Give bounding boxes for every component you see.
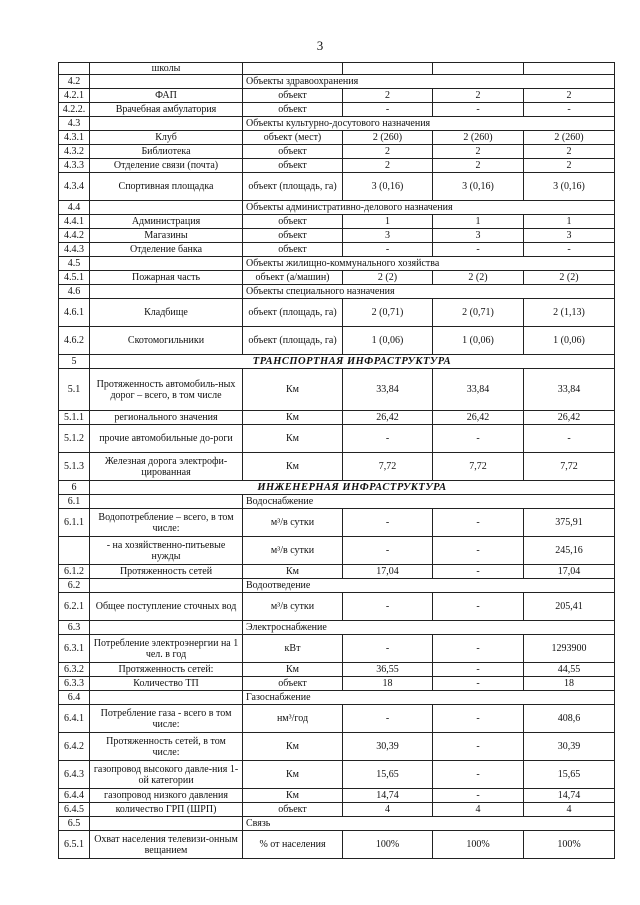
row-number: 4.5.1 [59, 271, 90, 285]
value-col-3: 26,42 [524, 411, 615, 425]
value-col-2: - [433, 677, 524, 691]
value-col-1: 36,55 [343, 663, 433, 677]
table-row [59, 145, 615, 159]
value-col-3: 1293900 [524, 635, 615, 663]
row-number: 4.6.1 [59, 299, 90, 327]
row-number: 6.3.2 [59, 663, 90, 677]
section-row [59, 495, 615, 509]
unit: объект [243, 159, 343, 173]
indicator-name: Количество ТП [90, 677, 243, 691]
value-col-3: 245,16 [524, 537, 615, 565]
indicator-name: Спортивная площадка [90, 173, 243, 201]
value-col-3: 408,6 [524, 705, 615, 733]
value-col-3: - [524, 425, 615, 453]
value-col-2: - [433, 537, 524, 565]
indicator-name: Клуб [90, 131, 243, 145]
table-row [59, 803, 615, 817]
unit: Км [243, 411, 343, 425]
indicator-name: Врачебная амбулатория [90, 103, 243, 117]
value-col-1: 15,65 [343, 761, 433, 789]
value-col-1: 2 (2) [343, 271, 433, 285]
section-title: Водоснабжение [243, 495, 615, 509]
section-title: Объекты культурно-досутового назначения [243, 117, 615, 131]
value-col-1: 14,74 [343, 789, 433, 803]
unit: Км [243, 565, 343, 579]
value-col-3: 3 [524, 229, 615, 243]
unit: Км [243, 369, 343, 411]
value-col-3 [524, 63, 615, 75]
unit: м³/в сутки [243, 593, 343, 621]
indicator-name: школы [90, 63, 243, 75]
value-col-1: - [343, 705, 433, 733]
section-spacer [90, 117, 243, 131]
value-col-2: 2 (2) [433, 271, 524, 285]
section-spacer [90, 257, 243, 271]
row-number: 4.4.2 [59, 229, 90, 243]
unit: объект [243, 677, 343, 691]
row-number: 6.4.4 [59, 789, 90, 803]
table-row [59, 327, 615, 355]
row-number: 6.4.5 [59, 803, 90, 817]
row-number: 4.2.2. [59, 103, 90, 117]
value-col-1: - [343, 509, 433, 537]
value-col-1: - [343, 635, 433, 663]
indicator-name: - на хозяйственно-питьевые нужды [90, 537, 243, 565]
section-title: Связь [243, 817, 615, 831]
value-col-1: 2 (260) [343, 131, 433, 145]
table-row [59, 229, 615, 243]
table-row [59, 103, 615, 117]
value-col-1: 17,04 [343, 565, 433, 579]
table-row [59, 761, 615, 789]
indicator-name: газопровод низкого давления [90, 789, 243, 803]
value-col-1: - [343, 243, 433, 257]
section-spacer [90, 75, 243, 89]
major-section-row [59, 355, 615, 369]
row-number: 4.3.4 [59, 173, 90, 201]
unit: объект [243, 803, 343, 817]
value-col-3: 205,41 [524, 593, 615, 621]
indicator-name: Протяженность сетей [90, 565, 243, 579]
row-number: 5.1.2 [59, 425, 90, 453]
indicator-name: Потребление газа - всего в том числе: [90, 705, 243, 733]
row-number [59, 63, 90, 75]
value-col-2: 2 [433, 89, 524, 103]
row-number: 6.1.2 [59, 565, 90, 579]
value-col-1: 2 [343, 145, 433, 159]
value-col-3: 17,04 [524, 565, 615, 579]
section-spacer [90, 621, 243, 635]
row-number [59, 537, 90, 565]
unit [243, 63, 343, 75]
unit: объект [243, 243, 343, 257]
row-number: 6.4 [59, 691, 90, 705]
unit: м³/в сутки [243, 537, 343, 565]
unit: объект (площадь, га) [243, 327, 343, 355]
value-col-2: - [433, 705, 524, 733]
value-col-1: - [343, 593, 433, 621]
value-col-2: - [433, 593, 524, 621]
section-spacer [90, 201, 243, 215]
unit: объект (мест) [243, 131, 343, 145]
row-number: 6.4.1 [59, 705, 90, 733]
indicator-name: Администрация [90, 215, 243, 229]
indicator-name: Общее поступление сточных вод [90, 593, 243, 621]
row-number: 4.5 [59, 257, 90, 271]
value-col-2: - [433, 635, 524, 663]
row-number: 4.3.2 [59, 145, 90, 159]
value-col-3: 2 (1,13) [524, 299, 615, 327]
value-col-1: 1 [343, 215, 433, 229]
table-row [59, 509, 615, 537]
indicator-name: Отделение связи (почта) [90, 159, 243, 173]
table-row [59, 369, 615, 411]
indicator-name: Магазины [90, 229, 243, 243]
value-col-3: 4 [524, 803, 615, 817]
row-number: 4.3 [59, 117, 90, 131]
value-col-3: 375,91 [524, 509, 615, 537]
section-title: Объекты административно-делового назначения [243, 201, 615, 215]
value-col-2: 1 [433, 215, 524, 229]
unit: кВт [243, 635, 343, 663]
value-col-3: 7,72 [524, 453, 615, 481]
indicator-name: Охват населения телевизи-онным вещанием [90, 831, 243, 859]
section-row [59, 257, 615, 271]
value-col-2: - [433, 103, 524, 117]
row-number: 6.1.1 [59, 509, 90, 537]
indicators-table-body [59, 63, 615, 859]
major-section-title: ИНЖЕНЕРНАЯ ИНФРАСТРУКТУРА [90, 481, 615, 495]
row-number: 6.3 [59, 621, 90, 635]
unit: Км [243, 761, 343, 789]
value-col-1: 1 (0,06) [343, 327, 433, 355]
value-col-3: 1 [524, 215, 615, 229]
table-row [59, 663, 615, 677]
indicator-name: количество ГРП (ШРП) [90, 803, 243, 817]
value-col-2: - [433, 565, 524, 579]
value-col-2: 7,72 [433, 453, 524, 481]
value-col-2: 2 (0,71) [433, 299, 524, 327]
row-number: 4.2.1 [59, 89, 90, 103]
value-col-2: - [433, 663, 524, 677]
indicator-name: Пожарная часть [90, 271, 243, 285]
value-col-1: 33,84 [343, 369, 433, 411]
value-col-3: 1 (0,06) [524, 327, 615, 355]
row-number: 4.3.3 [59, 159, 90, 173]
table-row [59, 831, 615, 859]
value-col-2: - [433, 243, 524, 257]
value-col-2: 2 [433, 159, 524, 173]
section-spacer [90, 817, 243, 831]
table-row [59, 63, 615, 75]
section-row [59, 621, 615, 635]
indicator-name: Железная дорога электрофи-цированная [90, 453, 243, 481]
indicator-name: прочие автомобильные до-роги [90, 425, 243, 453]
value-col-2: 3 (0,16) [433, 173, 524, 201]
row-number: 6.4.3 [59, 761, 90, 789]
table-row [59, 677, 615, 691]
section-row [59, 75, 615, 89]
section-spacer [90, 579, 243, 593]
value-col-2: 26,42 [433, 411, 524, 425]
section-row [59, 201, 615, 215]
value-col-1 [343, 63, 433, 75]
table-row [59, 131, 615, 145]
table-row [59, 271, 615, 285]
unit: м³/в сутки [243, 509, 343, 537]
unit: объект (а/машин) [243, 271, 343, 285]
section-spacer [90, 691, 243, 705]
value-col-2: 2 (260) [433, 131, 524, 145]
value-col-2: 1 (0,06) [433, 327, 524, 355]
value-col-3: 18 [524, 677, 615, 691]
value-col-1: 2 [343, 89, 433, 103]
value-col-3: - [524, 103, 615, 117]
table-row [59, 243, 615, 257]
value-col-1: 7,72 [343, 453, 433, 481]
value-col-1: 2 [343, 159, 433, 173]
row-number: 4.4.1 [59, 215, 90, 229]
unit: % от населения [243, 831, 343, 859]
table-row [59, 215, 615, 229]
value-col-1: - [343, 537, 433, 565]
indicator-name: регионального значения [90, 411, 243, 425]
row-number: 6.3.3 [59, 677, 90, 691]
table-row [59, 159, 615, 173]
indicators-table [58, 62, 615, 859]
page-number: 3 [316, 38, 324, 53]
table-row [59, 705, 615, 733]
value-col-1: 18 [343, 677, 433, 691]
row-number: 6 [59, 481, 90, 495]
unit: объект [243, 145, 343, 159]
row-number: 6.3.1 [59, 635, 90, 663]
indicator-name: Водопотребление – всего, в том числе: [90, 509, 243, 537]
indicator-name: газопровод высокого давле-ния 1-ой категории [90, 761, 243, 789]
value-col-1: 26,42 [343, 411, 433, 425]
table-row [59, 789, 615, 803]
indicator-name: Отделение банка [90, 243, 243, 257]
value-col-3: 2 (260) [524, 131, 615, 145]
value-col-2: - [433, 733, 524, 761]
value-col-2: 33,84 [433, 369, 524, 411]
row-number: 6.5 [59, 817, 90, 831]
table-row [59, 733, 615, 761]
indicator-name: ФАП [90, 89, 243, 103]
value-col-1: 4 [343, 803, 433, 817]
indicator-name: Скотомогильники [90, 327, 243, 355]
table-row [59, 299, 615, 327]
value-col-3: 2 [524, 159, 615, 173]
unit: Км [243, 425, 343, 453]
unit: Км [243, 789, 343, 803]
value-col-3: 14,74 [524, 789, 615, 803]
value-col-3: 3 (0,16) [524, 173, 615, 201]
table-row [59, 635, 615, 663]
table-row [59, 453, 615, 481]
value-col-3: 15,65 [524, 761, 615, 789]
unit: объект [243, 103, 343, 117]
value-col-1: 2 (0,71) [343, 299, 433, 327]
value-col-2: - [433, 789, 524, 803]
value-col-3: 33,84 [524, 369, 615, 411]
indicator-name: Протяженность сетей, в том числе: [90, 733, 243, 761]
row-number: 4.4.3 [59, 243, 90, 257]
section-row [59, 117, 615, 131]
major-section-row [59, 481, 615, 495]
section-title: Водоотведение [243, 579, 615, 593]
value-col-2: 2 [433, 145, 524, 159]
table-row [59, 565, 615, 579]
value-col-1: 3 [343, 229, 433, 243]
indicator-name: Кладбище [90, 299, 243, 327]
value-col-3: 2 [524, 89, 615, 103]
table-row [59, 411, 615, 425]
value-col-3: 44,55 [524, 663, 615, 677]
unit: Км [243, 453, 343, 481]
row-number: 4.3.1 [59, 131, 90, 145]
row-number: 5.1 [59, 369, 90, 411]
unit: Км [243, 733, 343, 761]
value-col-2: 4 [433, 803, 524, 817]
section-spacer [90, 495, 243, 509]
table-row [59, 173, 615, 201]
section-title: Объекты специального назначения [243, 285, 615, 299]
value-col-2: - [433, 761, 524, 789]
section-row [59, 285, 615, 299]
value-col-3: - [524, 243, 615, 257]
value-col-2: - [433, 509, 524, 537]
section-title: Объекты жилищно-коммунального хозяйства [243, 257, 615, 271]
row-number: 5.1.1 [59, 411, 90, 425]
row-number: 4.4 [59, 201, 90, 215]
table-row [59, 425, 615, 453]
unit: объект (площадь, га) [243, 299, 343, 327]
unit: объект [243, 215, 343, 229]
row-number: 6.5.1 [59, 831, 90, 859]
row-number: 6.2.1 [59, 593, 90, 621]
unit: объект [243, 229, 343, 243]
value-col-2 [433, 63, 524, 75]
row-number: 5 [59, 355, 90, 369]
indicator-name: Библиотека [90, 145, 243, 159]
row-number: 4.6.2 [59, 327, 90, 355]
section-row [59, 579, 615, 593]
row-number: 6.2 [59, 579, 90, 593]
section-spacer [90, 285, 243, 299]
row-number: 5.1.3 [59, 453, 90, 481]
indicator-name: Потребление электроэнергии на 1 чел. в год [90, 635, 243, 663]
section-row [59, 691, 615, 705]
row-number: 4.2 [59, 75, 90, 89]
table-row [59, 593, 615, 621]
value-col-3: 2 [524, 145, 615, 159]
table-row [59, 89, 615, 103]
unit: объект (площадь, га) [243, 173, 343, 201]
value-col-3: 100% [524, 831, 615, 859]
value-col-1: - [343, 425, 433, 453]
section-row [59, 817, 615, 831]
row-number: 6.4.2 [59, 733, 90, 761]
section-title: Электроснабжение [243, 621, 615, 635]
major-section-title: ТРАНСПОРТНАЯ ИНФРАСТРУКТУРА [90, 355, 615, 369]
unit: нм³/год [243, 705, 343, 733]
value-col-3: 30,39 [524, 733, 615, 761]
value-col-1: - [343, 103, 433, 117]
value-col-1: 100% [343, 831, 433, 859]
value-col-1: 3 (0,16) [343, 173, 433, 201]
unit: Км [243, 663, 343, 677]
value-col-1: 30,39 [343, 733, 433, 761]
unit: объект [243, 89, 343, 103]
value-col-2: 100% [433, 831, 524, 859]
value-col-2: 3 [433, 229, 524, 243]
section-title: Объекты здравоохранения [243, 75, 615, 89]
section-title: Газоснабжение [243, 691, 615, 705]
indicator-name: Протяженность сетей: [90, 663, 243, 677]
table-row [59, 537, 615, 565]
value-col-2: - [433, 425, 524, 453]
row-number: 6.1 [59, 495, 90, 509]
indicator-name: Протяженность автомобиль-ных дорог – всего, в том числе [90, 369, 243, 411]
value-col-3: 2 (2) [524, 271, 615, 285]
row-number: 4.6 [59, 285, 90, 299]
